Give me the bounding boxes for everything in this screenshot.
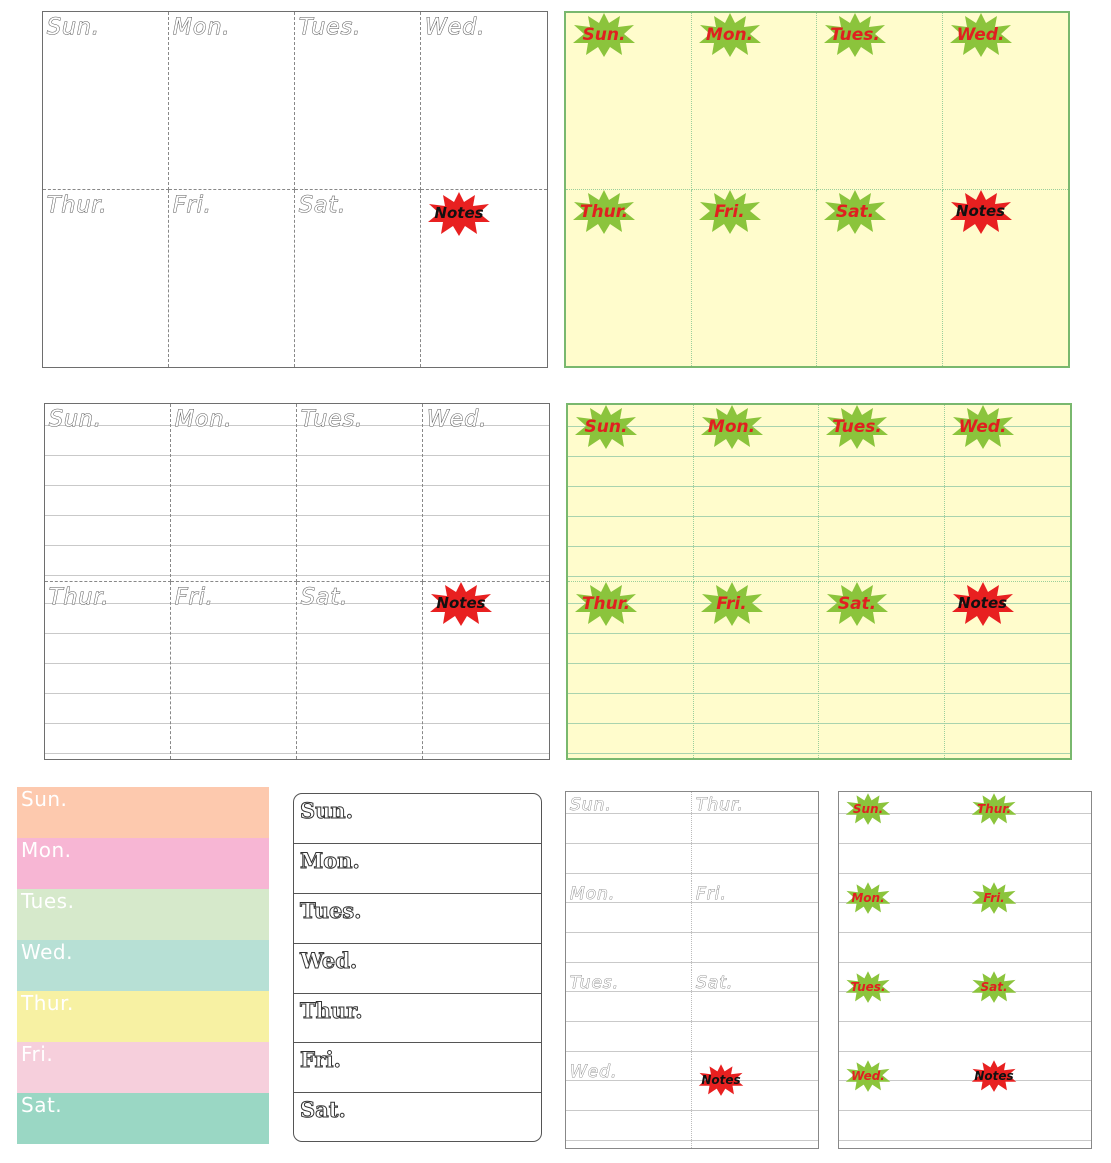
- day-cell-fri: [694, 582, 820, 759]
- day-label: Wed.: [427, 407, 488, 432]
- day-cell-sat: [295, 190, 421, 368]
- notes-cell: [945, 582, 1071, 759]
- day-cell-tues: [839, 970, 965, 1059]
- day-label: Mon.: [851, 891, 885, 905]
- weekly-planner-plain-1: [42, 11, 548, 368]
- day-cell-sat: [819, 582, 945, 759]
- day-cell-wed: [566, 1059, 692, 1148]
- day-cell-mon: [566, 881, 692, 970]
- list-planner: [293, 793, 542, 1142]
- burst-icon: [700, 582, 764, 626]
- day-label: Tues.: [570, 973, 620, 993]
- burst-icon: [698, 190, 762, 234]
- day-label: Mon.: [570, 884, 616, 904]
- day-label: Tues.: [830, 25, 880, 45]
- list-row-fri: [294, 1043, 541, 1093]
- day-label: Sun.: [570, 795, 612, 815]
- day-cell-wed: [423, 404, 549, 582]
- day-label: Mon.: [707, 417, 756, 437]
- day-label: Fri.: [716, 593, 747, 614]
- day-cell-sun: [45, 404, 171, 582]
- weekly-planner-plain-lined: [44, 403, 550, 760]
- notes-burst-icon: [949, 190, 1013, 234]
- day-label: Mon.: [705, 25, 754, 45]
- day-label: Thur.: [976, 802, 1012, 816]
- day-cell-sat: [692, 970, 818, 1059]
- day-label: Mon.: [175, 407, 233, 432]
- burst-icon: [845, 792, 891, 826]
- day-label: Sat.: [980, 980, 1008, 994]
- day-cell-mon: [169, 12, 295, 190]
- day-cell-thur: [566, 190, 692, 367]
- day-label: Fri.: [983, 891, 1005, 905]
- day-label: Sat.: [300, 1097, 346, 1123]
- weekly-planner-yellow-1: [564, 11, 1070, 368]
- burst-icon: [951, 405, 1015, 449]
- burst-icon: [825, 405, 889, 449]
- day-label: Fri.: [175, 584, 214, 610]
- burst-icon: [823, 13, 887, 57]
- notes-burst-icon: [951, 582, 1015, 626]
- day-cell-mon: [839, 881, 965, 970]
- day-cell-mon: [694, 405, 820, 582]
- day-cell-mon: [171, 404, 297, 582]
- notes-label: Notes: [974, 1069, 1014, 1083]
- day-label: Fri.: [714, 201, 745, 222]
- day-label: Tues.: [301, 407, 364, 432]
- day-label: Wed.: [425, 15, 486, 40]
- strip-tues: Tues.: [17, 889, 269, 940]
- day-label: Mon.: [300, 847, 360, 873]
- day-cell-thur: [965, 792, 1091, 881]
- day-label: Fri.: [173, 192, 212, 218]
- burst-icon: [572, 190, 636, 234]
- list-row-wed: [294, 944, 541, 994]
- notes-label: Notes: [701, 1073, 741, 1087]
- burst-icon: [949, 13, 1013, 57]
- day-cell-fri: [171, 582, 297, 760]
- day-label: Thur.: [581, 593, 631, 614]
- day-cell-wed: [421, 12, 547, 190]
- strip-sun: Sun.: [17, 787, 269, 838]
- burst-icon: [845, 970, 891, 1004]
- notes-burst-icon: [429, 582, 493, 626]
- day-label: Sun.: [300, 798, 354, 823]
- day-cell-fri: [692, 190, 818, 367]
- notes-cell: [421, 190, 547, 368]
- day-cell-tues: [817, 13, 943, 190]
- day-cell-mon: [692, 13, 818, 190]
- day-label: Tues.: [850, 980, 886, 994]
- list-row-sun: [294, 794, 541, 844]
- day-label: Sun.: [47, 15, 100, 40]
- day-label: Tues.: [299, 15, 362, 40]
- burst-icon: [823, 190, 887, 234]
- day-cell-sun: [566, 792, 692, 881]
- burst-icon: [574, 405, 638, 449]
- notes-label: Notes: [436, 593, 486, 612]
- day-cell-thur: [568, 582, 694, 759]
- day-cell-tues: [819, 405, 945, 582]
- strip-sat: Sat.: [17, 1093, 269, 1144]
- weekly-planner-small-plain: [565, 791, 819, 1149]
- day-label: Sat.: [696, 973, 734, 993]
- burst-icon: [971, 881, 1017, 915]
- day-label: Wed.: [958, 417, 1007, 437]
- day-label: Thur.: [47, 192, 108, 218]
- weekly-planner-small-bursts: [838, 791, 1092, 1149]
- notes-burst-icon: [971, 1059, 1017, 1093]
- day-cell-sun: [839, 792, 965, 881]
- strip-mon: Mon.: [17, 838, 269, 889]
- burst-icon: [971, 792, 1017, 826]
- list-row-thur: [294, 994, 541, 1044]
- day-cell-tues: [295, 12, 421, 190]
- notes-burst-icon: [427, 192, 491, 236]
- notes-cell: [423, 582, 549, 760]
- burst-icon: [574, 582, 638, 626]
- burst-icon: [845, 1059, 891, 1093]
- day-label: Thur.: [696, 795, 744, 815]
- notes-burst-icon: [698, 1063, 744, 1097]
- list-row-tues: [294, 894, 541, 944]
- day-label: Wed.: [570, 1062, 618, 1082]
- day-cell-thur: [43, 190, 169, 368]
- day-cell-fri: [692, 881, 818, 970]
- color-strip-planner: [17, 787, 269, 1143]
- day-label: Thur.: [579, 201, 629, 222]
- day-label: Tues.: [832, 417, 882, 437]
- day-cell-tues: [297, 404, 423, 582]
- day-cell-thur: [45, 582, 171, 760]
- notes-label: Notes: [434, 203, 484, 222]
- day-label: Wed.: [956, 25, 1005, 45]
- day-cell-sat: [965, 970, 1091, 1059]
- day-label: Fri.: [300, 1047, 341, 1073]
- day-label: Thur.: [300, 997, 363, 1023]
- day-cell-wed: [945, 405, 1071, 582]
- strip-thur: Thur.: [17, 991, 269, 1042]
- day-label: Fri.: [696, 884, 727, 904]
- burst-icon: [700, 405, 764, 449]
- day-cell-sat: [297, 582, 423, 760]
- day-label: Wed.: [851, 1069, 885, 1083]
- day-cell-tues: [566, 970, 692, 1059]
- day-cell-sun: [43, 12, 169, 190]
- day-label: Sun.: [584, 417, 628, 437]
- strip-fri: Fri.: [17, 1042, 269, 1093]
- day-label: Tues.: [300, 897, 362, 923]
- burst-icon: [572, 13, 636, 57]
- day-label: Sat.: [837, 593, 877, 614]
- notes-label: Notes: [955, 201, 1006, 220]
- burst-icon: [845, 881, 891, 915]
- notes-cell: [965, 1059, 1091, 1148]
- day-cell-fri: [169, 190, 295, 368]
- burst-icon: [698, 13, 762, 57]
- notes-cell: [692, 1059, 818, 1148]
- day-label: Sun.: [852, 802, 884, 816]
- list-row-mon: [294, 844, 541, 894]
- day-cell-thur: [692, 792, 818, 881]
- burst-icon: [971, 970, 1017, 1004]
- list-row-sat: [294, 1093, 541, 1143]
- day-label: Wed.: [300, 947, 358, 973]
- day-cell-sun: [568, 405, 694, 582]
- day-label: Sun.: [49, 407, 102, 432]
- notes-label: Notes: [957, 593, 1008, 612]
- day-cell-wed: [839, 1059, 965, 1148]
- burst-icon: [825, 582, 889, 626]
- strip-wed: Wed.: [17, 940, 269, 991]
- day-cell-wed: [943, 13, 1069, 190]
- day-label: Mon.: [173, 15, 231, 40]
- day-cell-sat: [817, 190, 943, 367]
- day-label: Sat.: [299, 192, 347, 218]
- day-label: Sun.: [582, 25, 626, 45]
- day-cell-sun: [566, 13, 692, 190]
- weekly-planner-yellow-lined: [566, 403, 1072, 760]
- day-label: Thur.: [49, 584, 110, 610]
- notes-cell: [943, 190, 1069, 367]
- day-label: Sat.: [835, 201, 875, 222]
- day-cell-fri: [965, 881, 1091, 970]
- day-label: Sat.: [301, 584, 349, 610]
